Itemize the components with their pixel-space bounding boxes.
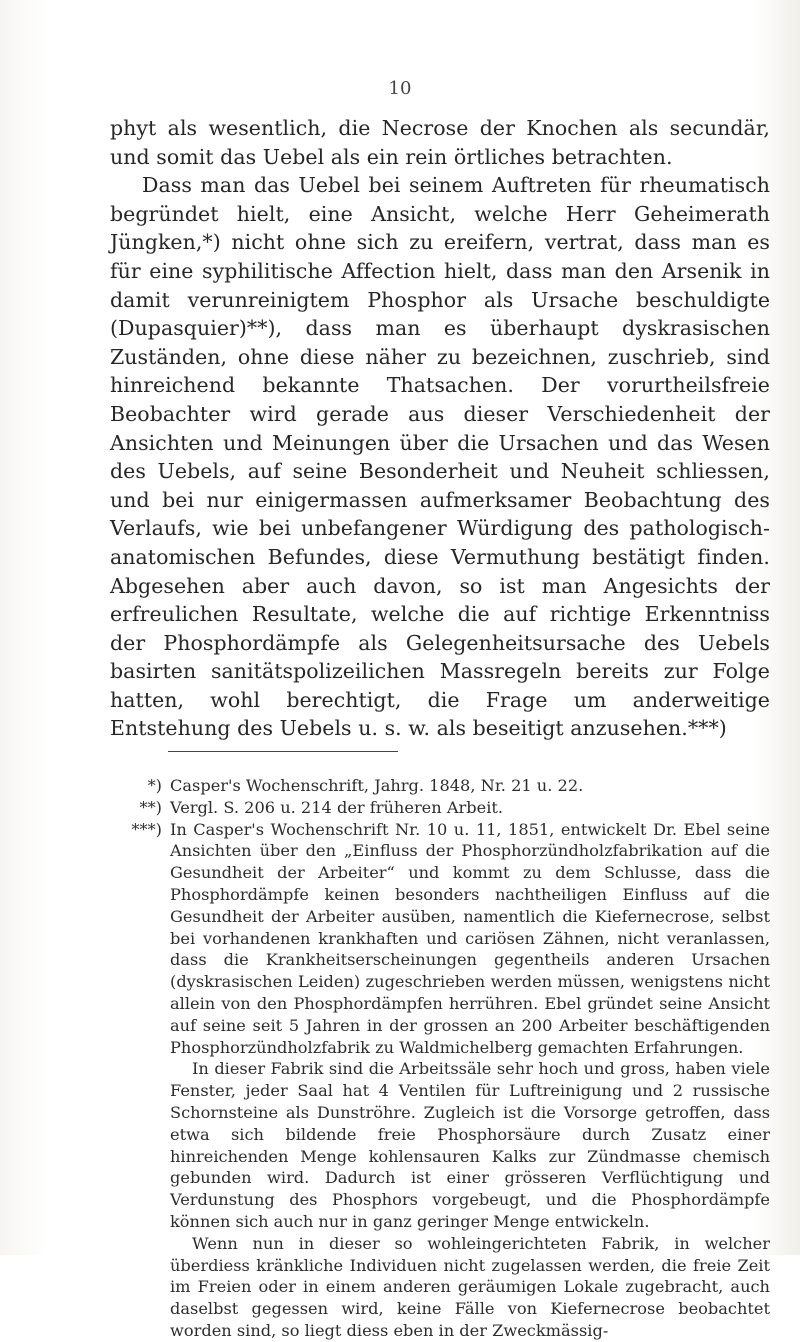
page-number: 10 [388,78,412,99]
footnote-2 [106,797,770,819]
footnote-1 [106,775,770,797]
footnote-2-text: Vergl. S. 206 u. 214 der früheren Arbeit. [170,797,504,817]
footnote-1-marker: *) [147,776,162,795]
paragraph-1: phyt als wesentlich, die Necrose der Knochen als secundär, und somit das Uebel als ein rein örtliches betrachten. [110,116,770,169]
footnote-3-text: In Casper's Wochenschrift Nr. 10 u. 11, 1851, entwickelt Dr. Ebel seine Ansichten über den „Einfluss der Phosphorzündholzfabrikation auf die Gesundheit der Arbeiter“ und kommt zu dem Schlusse, dass die Phosphordämpfe keinen besonders nachtheiligen Einfluss auf die Gesundheit der Arbeiter ausüben, namentlich die Kiefernecrose, selbst bei vorhandenen krankhaften und cariösen Zähnen, nicht veranlassen, dass die Krankheitserscheinungen gegentheils anderen Ursachen (dyskrasischen Leiden) zugeschrieben werden müssen, wenigstens nicht allein von den Phosphordämpfen herrühren. Ebel gründet seine Ansicht auf seine seit 5 Jahren in der grossen an 200 Arbeiter beschäftigenden Phosphorzündholzfabrik zu Waldmichelberg gemachten Erfahrungen. [170,819,770,1057]
footnotes [106,775,770,1342]
footnote-3-marker: ***) [131,819,162,839]
footnote-3-paragraph-2: In dieser Fabrik sind die Arbeitssäle sehr hoch und gross, haben viele Fenster, jeder Saal hat 4 Ventilen für Luftreinigung und 2 russische Schornsteine als Dunströhre. Zugleich ist die Vorsorge getroffen, dass etwa sich bildende freie Phosphorsäure durch Zusatz einer hinreichenden Menge kohlensauren Kalks zur Zündmasse chemisch gebunden wird. Dadurch ist einer grösseren Verflüchtigung und Verdunstung des Phosphors vorgebeugt, und die Phosphordämpfe können sich auch nur in ganz geringer Menge entwickeln. [170,1059,770,1231]
footnote-2-marker: **) [139,797,162,817]
footnote-divider [168,751,398,752]
paragraph-2: Dass man das Uebel bei seinem Auftreten für rheumatisch begründet hielt, eine Ansicht, welche Herr Geheimerath Jüngken,*) nicht ohne sich zu ereifern, vertrat, dass man es für eine syphilitische Affection hielt, dass man den Arsenik in damit verunreinigtem Phosphor als Ursache beschuldigte (Dupasquier)**), dass man es überhaupt dyskrasischen Zuständen, ohne diese näher zu bezeichnen, zuschrieb, sind hinreichend bekannte Thatsachen. Der vorurtheilsfreie Beobachter wird gerade aus dieser Verschiedenheit der Ansichten und Meinungen über die Ursachen und das Wesen des Uebels, auf seine Besonderheit und Neuheit schliessen, und bei nur einigermassen aufmerksamer Beobachtung des Verlaufs, wie bei unbefangener Würdigung des pathologisch-anatomischen Befundes, diese Vermuthung bestätigt finden. Abgesehen aber auch davon, so ist man Angesichts der erfreulichen Resultate, welche die auf richtige Erkenntniss der Phosphordämpfe als Gelegenheitsursache des Uebels basirten sanitätspolizeilichen Massregeln bereits zur Folge hatten, wohl berechtigt, die Frage um anderweitige Entstehung des Uebels u. s. w. als beseitigt anzusehen.***) [110,173,770,741]
footnote-1-text: Casper's Wochenschrift, Jahrg. 1848, Nr. 21 u. 22. [170,776,584,795]
main-text [110,114,770,743]
footnote-3 [106,819,770,1059]
footnote-3-paragraph-3: Wenn nun in dieser so wohleingerichteten Fabrik, in welcher überdiess kränkliche Individuen nicht zugelassen werden, die freie Zeit im Freien oder in einem anderen geräumigen Lokale zugebracht, auch daselbst gegessen wird, keine Fälle von Kiefernecrose beobachtet worden sind, so liegt diess eben in der Zweckmässig- [170,1233,770,1340]
